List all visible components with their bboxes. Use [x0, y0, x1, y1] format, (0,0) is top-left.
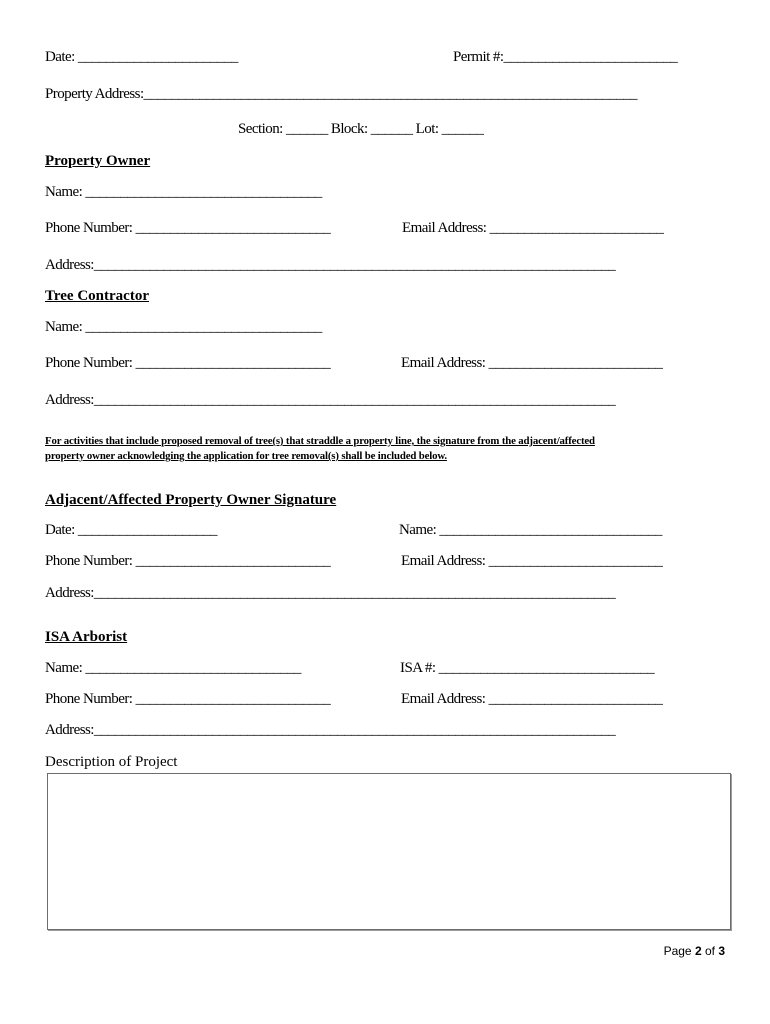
adjacent-owner-date-field[interactable]: Date: ____________________	[45, 522, 217, 538]
adjacent-owner-email-field[interactable]: Email Address: _________________________	[401, 553, 663, 569]
property-owner-email-field[interactable]: Email Address: _________________________	[402, 220, 664, 236]
tree-contractor-address-field[interactable]: Address:___________________________________________________________________________	[45, 392, 616, 408]
property-owner-address-field[interactable]: Address:___________________________________________________________________________	[45, 257, 616, 273]
property-address-field[interactable]: Property Address:_______________________________________________________________________	[45, 86, 638, 102]
isa-number-field[interactable]: ISA #: _______________________________	[400, 660, 655, 676]
adjacent-owner-notice	[45, 434, 717, 464]
page-total: 3	[718, 944, 725, 958]
page-mid: of	[701, 944, 719, 958]
page-current: 2	[694, 944, 702, 958]
property-owner-phone-field[interactable]: Phone Number: ____________________________	[45, 220, 331, 236]
description-textbox[interactable]	[47, 773, 731, 930]
isa-arborist-phone-field[interactable]: Phone Number: ____________________________	[45, 691, 331, 707]
tree-contractor-name-field[interactable]: Name: __________________________________	[45, 319, 322, 335]
isa-arborist-address-field[interactable]: Address:___________________________________________________________________________	[45, 722, 616, 738]
isa-arborist-email-field[interactable]: Email Address: _________________________	[401, 691, 663, 707]
property-owner-heading: Property Owner	[45, 153, 151, 169]
adjacent-owner-name-field[interactable]: Name: ________________________________	[399, 522, 662, 538]
tree-contractor-email-field[interactable]: Email Address: _________________________	[401, 355, 663, 371]
tree-contractor-heading: Tree Contractor	[45, 288, 149, 304]
permit-number-field[interactable]: Permit #:_________________________	[453, 49, 678, 65]
isa-arborist-name-field[interactable]: Name: _______________________________	[45, 660, 301, 676]
section-block-lot-field[interactable]: Section: ______ Block: ______ Lot: ______	[238, 121, 484, 137]
property-owner-name-field[interactable]: Name: __________________________________	[45, 184, 322, 200]
tree-contractor-phone-field[interactable]: Phone Number: ____________________________	[45, 355, 331, 371]
adjacent-owner-address-field[interactable]: Address:___________________________________________________________________________	[45, 585, 616, 601]
notice-line-2: property owner acknowledging the application for tree removal(s) shall be included below.	[45, 450, 447, 462]
description-label: Description of Project	[45, 754, 178, 770]
date-field[interactable]: Date: _______________________	[45, 49, 238, 65]
page-number	[664, 944, 725, 958]
adjacent-owner-phone-field[interactable]: Phone Number: ____________________________	[45, 553, 331, 569]
page-prefix: Page	[663, 944, 695, 958]
notice-line-1: For activities that include proposed removal of tree(s) that straddle a property line, the signature from the adjacent/affected	[45, 435, 595, 447]
isa-arborist-heading: ISA Arborist	[45, 629, 128, 645]
adjacent-owner-heading: Adjacent/Affected Property Owner Signature	[45, 492, 337, 508]
